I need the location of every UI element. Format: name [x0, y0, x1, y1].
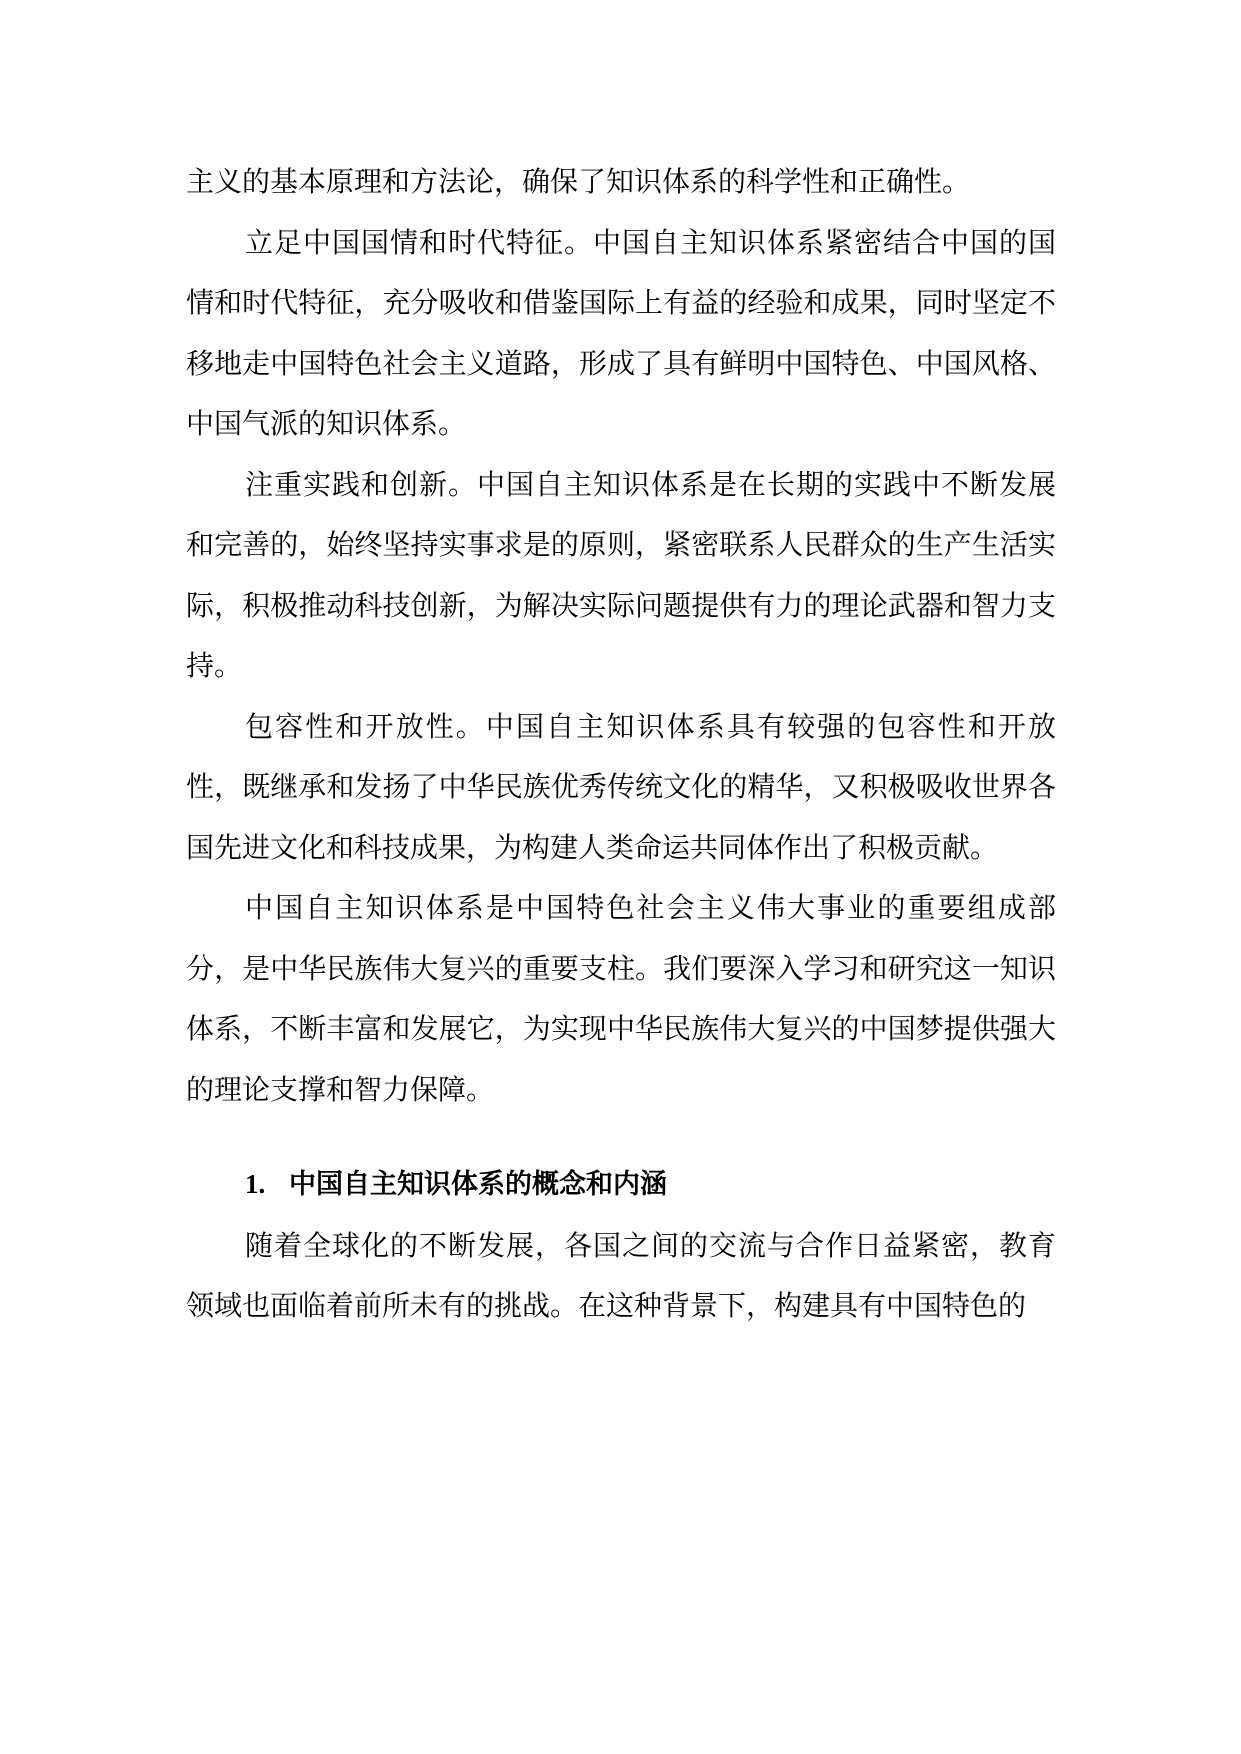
paragraph-national-conditions: 立足中国国情和时代特征。中国自主知识体系紧密结合中国的国情和时代特征，充分吸收和借鉴国际上有益的经验和成果，同时坚定不移地走中国特色社会主义道路，形成了具有鲜明中国特色、中国风格、中国气派的知识体系。: [186, 225, 1056, 440]
paragraph-summary: 中国自主知识体系是中国特色社会主义伟大事业的重要组成部分，是中华民族伟大复兴的重要支柱。我们要深入学习和研究这一知识体系，不断丰富和发展它，为实现中华民族伟大复兴的中国梦提供强大的理论支撑和智力保障。: [186, 891, 1056, 1106]
section-heading-number: 1.: [245, 1169, 266, 1199]
document-body: [186, 152, 1056, 1337]
section-heading: [245, 1154, 1056, 1216]
section-heading-title: 中国自主知识体系的概念和内涵: [289, 1169, 667, 1200]
paragraph-continued: 主义的基本原理和方法论，确保了知识体系的科学性和正确性。: [186, 165, 971, 198]
paragraph-section-intro: 随着全球化的不断发展，各国之间的交流与合作日益紧密，教育领域也面临着前所未有的挑战。在这种背景下，构建具有中国特色的: [186, 1228, 1056, 1322]
paragraph-practice-innovation: 注重实践和创新。中国自主知识体系是在长期的实践中不断发展和完善的，始终坚持实事求是的原则，紧密联系人民群众的生产生活实际，积极推动科技创新，为解决实际问题提供有力的理论武器和智力支持。: [186, 467, 1056, 682]
paragraph-inclusiveness-openness: 包容性和开放性。中国自主知识体系具有较强的包容性和开放性，既继承和发扬了中华民族优秀传统文化的精华，又积极吸收世界各国先进文化和科技成果，为构建人类命运共同体作出了积极贡献。: [186, 709, 1056, 864]
